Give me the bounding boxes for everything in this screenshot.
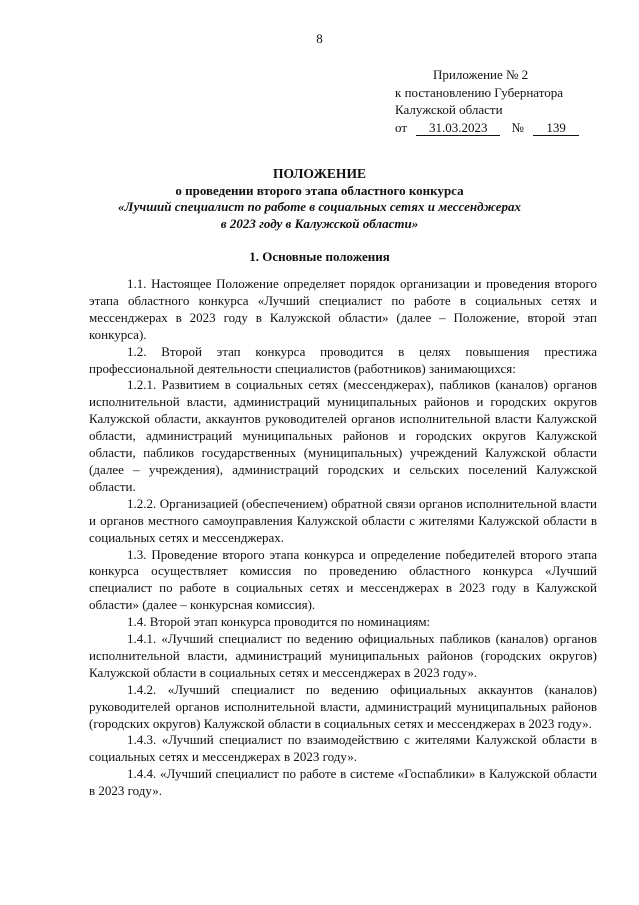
- paragraph-1-4-4: 1.4.4. «Лучший специалист по работе в системе «Госпаблики» в Калужской области в 2023 году».: [89, 766, 597, 799]
- decree-number: 139: [533, 121, 579, 136]
- appendix-block: [395, 66, 579, 136]
- document-title: [0, 166, 639, 232]
- title-line-2: о проведении второго этапа областного конкурса: [175, 182, 464, 198]
- title-line-4: в 2023 году в Калужской области»: [220, 215, 419, 231]
- paragraph-1-2-2: 1.2.2. Организацией (обеспечением) обратной связи органов исполнительной власти и органов местного самоуправления Калужской области с жителями Калужской области в социальных сетях и мессенджерах.: [89, 495, 597, 545]
- appendix-date-number-line: [395, 119, 579, 137]
- paragraph-1-2: 1.2. Второй этап конкурса проводится в целях повышения престижа профессиональной деятельности специалистов (работников) занимающихся:: [89, 343, 597, 376]
- section-body: [89, 276, 597, 800]
- title-main: ПОЛОЖЕНИЕ: [273, 166, 366, 181]
- paragraph-1-4-2: 1.4.2. «Лучший специалист по ведению официальных аккаунтов (каналов) руководителей органов исполнительной власти, администраций муниципальных районов (городских округов) Калужской области в социальных сетях и мессенджерах в 2023 году».: [89, 681, 597, 731]
- title-line-3: «Лучший специалист по работе в социальных сетях и мессенджерах: [117, 199, 522, 214]
- appendix-region-line: Калужской области: [395, 102, 503, 117]
- paragraph-1-4: 1.4. Второй этап конкурса проводится по номинациям:: [127, 614, 431, 630]
- paragraph-1-4-3: 1.4.3. «Лучший специалист по взаимодействию с жителями Калужской области в социальных сетях и мессенджерах в 2023 году».: [89, 732, 597, 765]
- paragraph-1-4-1: 1.4.1. «Лучший специалист по ведению официальных пабликов (каналов) органов исполнительной власти, администраций муниципальных районов (городских округов) Калужской области в социальных сетях и мессенджерах в 2023 году».: [89, 631, 597, 680]
- page-number: 8: [316, 31, 323, 46]
- number-label: №: [511, 119, 524, 135]
- from-label: от: [395, 119, 408, 135]
- appendix-decree-line: к постановлению Губернатора: [395, 84, 564, 100]
- appendix-title: Приложение № 2: [433, 67, 529, 82]
- paragraph-1-3: 1.3. Проведение второго этапа конкурса и определение победителей второго этапа конкурса осуществляет комиссия по проведению областного конкурса «Лучший специалист по работе в социальных сетях и мессенджерах в 2023 году в Калужской области» (далее – конкурсная комиссия).: [89, 546, 597, 613]
- section-heading: 1. Основные положения: [249, 249, 390, 264]
- decree-date: 31.03.2023: [416, 121, 500, 136]
- paragraph-1-1: 1.1. Настоящее Положение определяет порядок организации и проведения второго этапа областного конкурса «Лучший специалист по работе в социальных сетях и мессенджерах в 2023 году в Калужской области» (далее – Положение, второй этап конкурса).: [89, 276, 597, 342]
- paragraph-1-2-1: 1.2.1. Развитием в социальных сетях (мессенджерах), пабликов (каналов) органов исполнительной власти, администраций муниципальных районов и городских округов Калужской области, аккаунтов руководителей органов исполнительной власти Калужской области, администраций муниципальных районов и городских округов Калужской области, пабликов государственных (муниципальных) учреждений Калужской области (далее – учреждения), администраций городских и сельских поселений Калужской области.: [89, 377, 597, 494]
